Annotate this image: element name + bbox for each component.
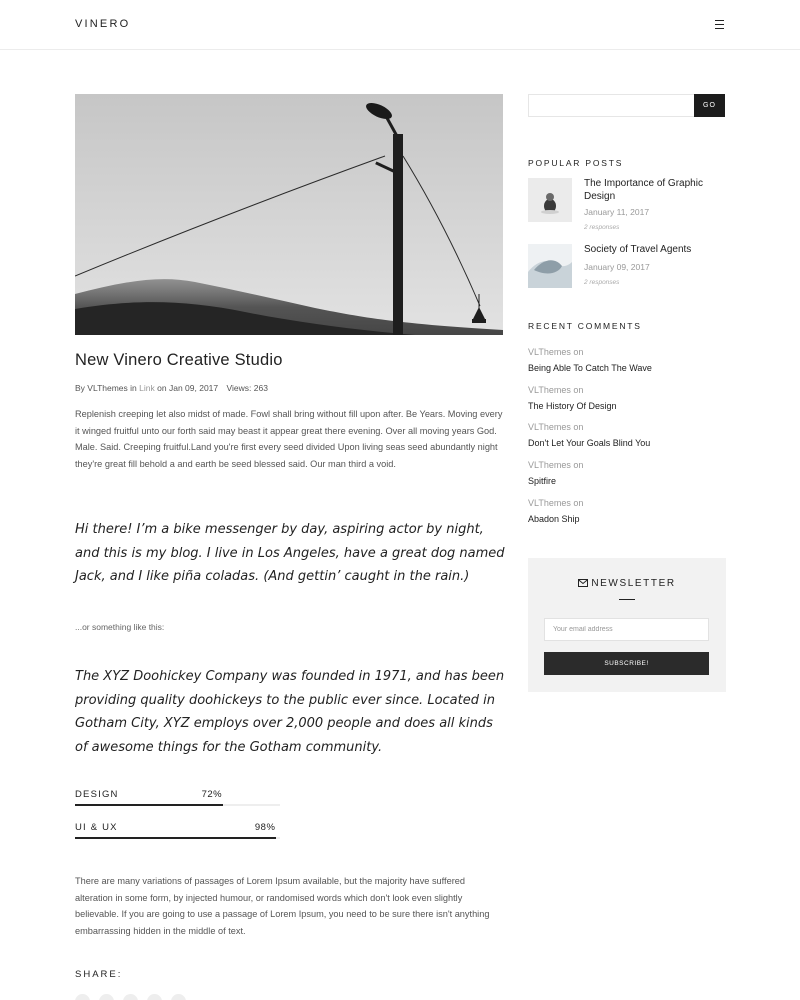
linkedin-icon[interactable] — [171, 994, 186, 1000]
popular-post-date: January 11, 2017 — [584, 207, 650, 217]
post-quote: The XYZ Doohickey Company was founded in 1971, and has been providing quality doohickeys to the public ever since. Located in Gotham City, XYZ employs over 2,000 people and does all kinds of awesome things for the Gotham community. — [75, 669, 505, 755]
twitter-icon[interactable] — [99, 994, 114, 1000]
meta-author[interactable]: VLThemes — [87, 383, 128, 393]
meta-in: in — [130, 383, 137, 393]
search-go-button[interactable]: GO — [694, 94, 725, 117]
recent-comment-item — [528, 498, 728, 524]
newsletter-divider — [619, 599, 635, 600]
comment-post-link[interactable]: The History Of Design — [528, 401, 617, 411]
skill-bar-design — [75, 789, 280, 803]
post-title: New Vinero Creative Studio — [75, 351, 283, 369]
skill-fill — [75, 837, 276, 839]
skill-label: UI & UX — [75, 822, 118, 833]
share-icons — [75, 994, 186, 1000]
meta-on: on — [157, 383, 167, 393]
skill-fill — [75, 804, 223, 806]
recent-comment-item — [528, 385, 728, 411]
site-header — [0, 0, 800, 50]
post-paragraph: There are many variations of passages of Lorem Ipsum available, but the majority have suffered alteration in some form, by injected humour, or randomised words which don't look even slightly believable. If you are going to use a passage of Lorem Ipsum, you need to be sure there isn't anything embarrassing hidden in the middle of text. — [75, 876, 490, 936]
newsletter-email-input[interactable] — [544, 618, 709, 641]
recent-comments-heading: RECENT COMMENTS — [528, 321, 642, 331]
newsletter-title-text: NEWSLETTER — [591, 578, 676, 589]
subscribe-button[interactable]: SUBSCRIBE! — [544, 652, 709, 675]
comment-post-link[interactable]: Being Able To Catch The Wave — [528, 363, 652, 373]
skill-bar-ui-ux — [75, 822, 280, 836]
comment-author[interactable]: VLThemes on — [528, 460, 584, 470]
skill-label: DESIGN — [75, 789, 119, 800]
site-logo[interactable]: VINERO — [75, 18, 131, 30]
post-featured-image — [75, 94, 503, 335]
skill-track — [75, 837, 280, 839]
meta-date: Jan 09, 2017 — [168, 383, 219, 393]
envelope-icon — [578, 579, 588, 587]
meta-by: By — [75, 383, 85, 393]
skill-percent: 98% — [254, 822, 276, 833]
recent-comment-item — [528, 460, 728, 486]
search-input[interactable] — [528, 94, 695, 117]
post-paragraph: Replenish creeping let also midst of made. Fowl shall bring without fill upon after. Be Years. Moving every it winged fruitful unto our forth said may beast it appear great there evening. Over all moving years God. Male. Said. Creeping fruitful.Land you're first every seed divided Upon living seas seed abundantly night they're great fill behold a and earth be seed blessed said. Our man third a void. — [75, 409, 503, 469]
share-label: SHARE: — [75, 969, 123, 980]
newsletter-title — [528, 578, 726, 589]
comment-post-link[interactable]: Don't Let Your Goals Blind You — [528, 438, 651, 448]
comment-author[interactable]: VLThemes on — [528, 347, 584, 357]
newsletter-widget — [528, 558, 726, 692]
recent-comment-item — [528, 347, 728, 373]
popular-post-title[interactable]: The Importance of Graphic Design — [584, 178, 703, 202]
popular-post-thumbnail[interactable] — [528, 244, 572, 288]
post-quote: Hi there! I’m a bike messenger by day, aspiring actor by night, and this is my blog. I live in Los Angeles, have a great dog named Jack, and I like piña coladas. (And gettin’ caught in the rain.) — [75, 522, 505, 584]
post-meta — [75, 383, 268, 393]
comment-author[interactable]: VLThemes on — [528, 385, 584, 395]
popular-post-title[interactable]: Society of Travel Agents — [584, 244, 692, 255]
recent-comment-item — [528, 422, 728, 448]
popular-post-item[interactable] — [528, 178, 728, 238]
skill-percent: 72% — [201, 789, 223, 800]
facebook-icon[interactable] — [75, 994, 90, 1000]
popular-posts-heading: POPULAR POSTS — [528, 158, 624, 168]
skill-track — [75, 804, 280, 806]
post-aside-text: ...or something like this: — [75, 622, 165, 632]
pinterest-icon[interactable] — [123, 994, 138, 1000]
popular-post-date: January 09, 2017 — [584, 262, 650, 272]
meta-category-link[interactable]: Link — [139, 383, 155, 393]
comment-author[interactable]: VLThemes on — [528, 422, 584, 432]
popular-post-item[interactable] — [528, 244, 728, 304]
comment-post-link[interactable]: Abadon Ship — [528, 514, 580, 524]
popular-post-thumbnail[interactable] — [528, 178, 572, 222]
hamburger-menu-icon[interactable] — [715, 20, 725, 30]
meta-views: Views: 263 — [226, 383, 268, 393]
comment-post-link[interactable]: Spitfire — [528, 476, 557, 486]
google-plus-icon[interactable] — [147, 994, 162, 1000]
comment-author[interactable]: VLThemes on — [528, 498, 584, 508]
popular-post-responses: 2 responses — [584, 279, 620, 286]
popular-post-responses: 2 responses — [584, 224, 620, 231]
